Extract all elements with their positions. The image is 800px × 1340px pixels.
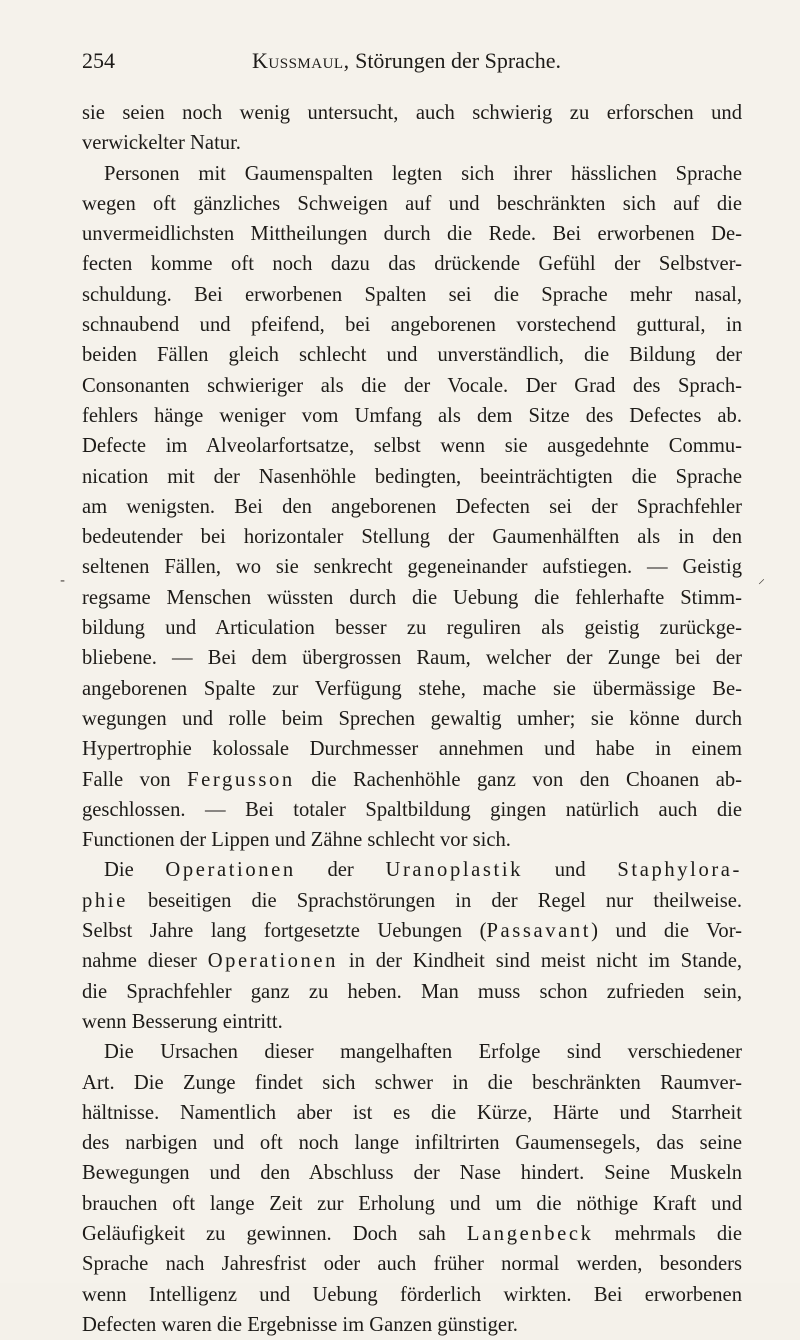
text-line: wenn Besserung eintritt. <box>82 1010 283 1033</box>
text-line: schnaubend und pfeifend, bei angeborenen vorstechend guttural, in <box>82 314 742 337</box>
text-line: Defecten waren die Ergebnisse im Ganzen günstiger. <box>82 1313 518 1336</box>
page-number: 254 <box>82 48 115 73</box>
text-line: bedeutender bei horizontaler Stellung der Gaumenhälften als in den <box>82 526 742 549</box>
text-line: fecten komme oft noch dazu das drückende Gefühl der Selbstver- <box>82 253 742 276</box>
text-line: brauchen oft lange Zeit zur Erholung und um die nöthige Kraft und <box>82 1192 742 1215</box>
text-line: Consonanten schwieriger als die der Vocale. Der Grad des Sprach- <box>82 374 742 397</box>
text-line: Selbst Jahre lang fortgesetzte Uebungen (Passavant) und die Vor- <box>82 920 742 943</box>
text-line: Hypertrophie kolossale Durchmesser annehmen und habe in einem <box>82 738 742 761</box>
text-line: Die Operationen der Uranoplastik und Staphylora- <box>104 859 743 882</box>
page-header <box>82 48 742 78</box>
margin-tick-mark: ⸍ <box>758 577 765 593</box>
text-line: wegen oft gänzliches Schweigen auf und beschränkten sich auf die <box>82 192 742 215</box>
text-line: bildung und Articulation besser zu reguliren als geistig zurückge- <box>82 617 742 640</box>
text-line: sie seien noch wenig untersucht, auch schwierig zu erforschen und <box>82 102 742 124</box>
text-line: Falle von Fergusson die Rachenhöhle ganz von den Choanen ab- <box>82 768 743 791</box>
text-line: Personen mit Gaumenspalten legten sich ihrer hässlichen Sprache <box>104 162 742 185</box>
text-line: Die Ursachen dieser mangelhaften Erfolge sind verschiedener <box>104 1041 742 1064</box>
text-line: Defecte im Alveolarfortsatze, selbst wenn sie ausgedehnte Commu- <box>82 435 742 458</box>
text-line: wenn Intelligenz und Uebung förderlich wirkten. Bei erworbenen <box>82 1283 742 1306</box>
text-line: bliebene. — Bei dem übergrossen Raum, welcher der Zunge bei der <box>82 647 742 670</box>
text-line: phie beseitigen die Sprachstörungen in der Regel nur theilweise. <box>82 889 742 912</box>
text-line: Bewegungen und den Abschluss der Nase hindert. Seine Muskeln <box>82 1162 742 1185</box>
text-line: wegungen und rolle beim Sprechen gewaltig umher; sie könne durch <box>82 707 742 730</box>
text-line: Geläufigkeit zu gewinnen. Doch sah Langenbeck mehrmals die <box>82 1222 742 1245</box>
body-text <box>82 98 742 1340</box>
text-line: angeborenen Spalte zur Verfügung stehe, mache sie übermässige Be- <box>82 677 742 700</box>
text-line: seltenen Fällen, wo sie senkrecht gegeneinander aufstiegen. — Geistig <box>82 556 742 579</box>
text-line: regsame Menschen wüssten durch die Uebung die fehlerhafte Stimm- <box>82 586 742 609</box>
text-line: des narbigen und oft noch lange infiltrirten Gaumensegels, das seine <box>82 1132 742 1155</box>
running-head-author: Kussmaul, <box>252 48 350 73</box>
running-head-title: Störungen der Sprache. <box>355 48 561 73</box>
text-line: verwickelter Natur. <box>82 132 241 155</box>
text-line: unvermeidlichsten Mittheilungen durch die Rede. Bei erworbenen De- <box>82 223 742 246</box>
text-line: beiden Fällen gleich schlecht und unverständlich, die Bildung der <box>82 344 742 367</box>
text-line: Sprache nach Jahresfrist oder auch früher normal werden, besonders <box>82 1253 742 1276</box>
text-line: fehlers hänge weniger vom Umfang als dem Sitze des Defectes ab. <box>82 404 742 427</box>
text-line: hältnisse. Namentlich aber ist es die Kürze, Härte und Starrheit <box>82 1101 742 1124</box>
text-line: Art. Die Zunge findet sich schwer in die beschränkten Raumver- <box>82 1071 742 1094</box>
margin-dash-mark: - <box>60 573 66 589</box>
text-line: nication mit der Nasenhöhle bedingten, beeinträchtigten die Sprache <box>82 465 742 488</box>
text-line: geschlossen. — Bei totaler Spaltbildung gingen natürlich auch die <box>82 798 742 821</box>
text-line: nahme dieser Operationen in der Kindheit sind meist nicht im Stande, <box>82 950 742 973</box>
running-head <box>252 48 561 74</box>
text-line: schuldung. Bei erworbenen Spalten sei die Sprache mehr nasal, <box>82 283 742 306</box>
text-line: am wenigsten. Bei den angeborenen Defecten sei der Sprachfehler <box>82 495 742 518</box>
text-line: die Sprachfehler ganz zu heben. Man muss schon zufrieden sein, <box>82 980 742 1003</box>
text-line: Functionen der Lippen und Zähne schlecht vor sich. <box>82 829 511 852</box>
